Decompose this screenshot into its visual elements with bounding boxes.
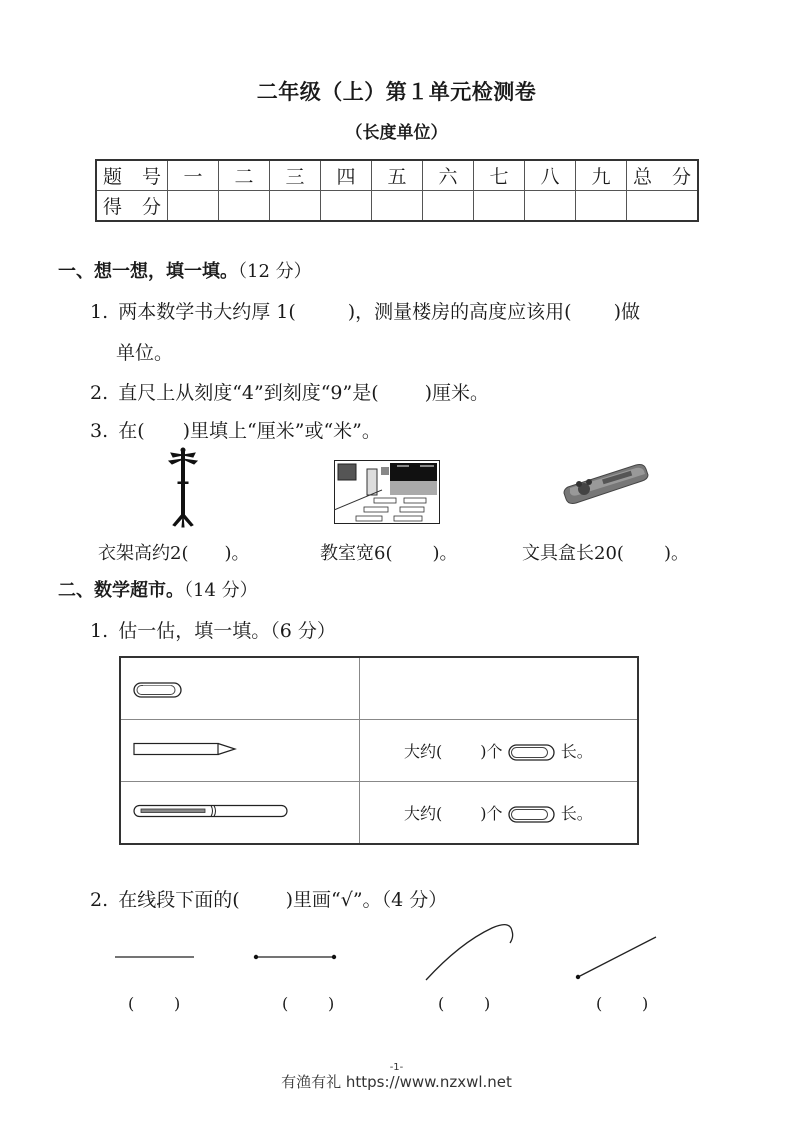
pencil-case-icon: [562, 461, 650, 511]
classroom-icon: [334, 460, 440, 528]
table-row: 大约( )个 长。: [120, 782, 638, 845]
caption-pencil-case: 文具盒长20( )。: [522, 543, 689, 564]
question-number-label: 题 号: [96, 160, 168, 191]
answer-paren-close[interactable]: ): [174, 994, 181, 1013]
col-9: 九: [576, 160, 627, 191]
answer-paren-open[interactable]: (: [282, 994, 289, 1013]
pencil-icon: [133, 742, 237, 756]
score-cell-total[interactable]: [627, 191, 699, 222]
table-row: [120, 657, 638, 720]
score-cell[interactable]: [321, 191, 372, 222]
col-8: 八: [525, 160, 576, 191]
score-cell[interactable]: [474, 191, 525, 222]
table-row: 大约( )个 长。: [120, 720, 638, 782]
coat-rack-icon: [163, 447, 203, 533]
line-shapes: [100, 915, 680, 985]
page-subtitle: （长度单位）: [345, 123, 448, 143]
score-cell[interactable]: [372, 191, 423, 222]
caption-coat-rack: 衣架高约2( )。: [98, 543, 250, 564]
col-6: 六: [423, 160, 474, 191]
col-1: 一: [168, 160, 219, 191]
score-cell[interactable]: [270, 191, 321, 222]
paperclip-icon: [508, 806, 556, 824]
col-2: 二: [219, 160, 270, 191]
answer-paren-close[interactable]: ): [642, 994, 649, 1013]
paperclip-icon: [508, 744, 556, 762]
section2-heading: 二、数学超市。（14 分）: [58, 580, 258, 601]
answer-paren-close[interactable]: ): [328, 994, 335, 1013]
question-2-1: 1. 估一估，填一填。（6 分）: [90, 620, 336, 642]
col-7: 七: [474, 160, 525, 191]
estimate-table: [119, 656, 639, 845]
score-table-score-row: [96, 191, 698, 222]
section1-heading: 一、想一想，填一填。（12 分）: [58, 261, 312, 282]
question-1-3: 3. 在( )里填上“厘米”或“米”。: [90, 420, 381, 442]
score-cell[interactable]: [423, 191, 474, 222]
score-table: [95, 159, 699, 222]
line-segment-shape: [254, 955, 336, 959]
score-cell[interactable]: [219, 191, 270, 222]
question-1-2: 2. 直尺上从刻度“4”到刻度“9”是( )厘米。: [90, 382, 490, 404]
pen-icon: [133, 804, 289, 818]
page-title: 二年级（上）第１单元检测卷: [256, 80, 537, 104]
footer-watermark: 有渔有礼 https://www.nzxwl.net: [281, 1073, 512, 1091]
score-cell[interactable]: [525, 191, 576, 222]
col-4: 四: [321, 160, 372, 191]
question-2-2: 2. 在线段下面的( )里画“√”。（4 分）: [90, 889, 448, 911]
answer-paren-open[interactable]: (: [596, 994, 603, 1013]
col-5: 五: [372, 160, 423, 191]
answer-paren-open[interactable]: (: [128, 994, 135, 1013]
curve-shape: [426, 925, 513, 980]
question-1-1-line2: 单位。: [116, 342, 174, 364]
paperclip-icon: [133, 682, 183, 698]
question-1-1: 1. 两本数学书大约厚 1( )，测量楼房的高度应该用( )做: [90, 301, 640, 323]
total-label: 总 分: [627, 160, 699, 191]
ray-shape: [576, 937, 656, 979]
page-number: -1-: [389, 1062, 404, 1073]
answer-paren-close[interactable]: ): [484, 994, 491, 1013]
col-3: 三: [270, 160, 321, 191]
answer-paren-open[interactable]: (: [438, 994, 445, 1013]
score-label: 得 分: [96, 191, 168, 222]
caption-classroom: 教室宽6( )。: [320, 543, 458, 564]
score-cell[interactable]: [168, 191, 219, 222]
score-cell[interactable]: [576, 191, 627, 222]
score-table-header-row: [96, 160, 698, 191]
